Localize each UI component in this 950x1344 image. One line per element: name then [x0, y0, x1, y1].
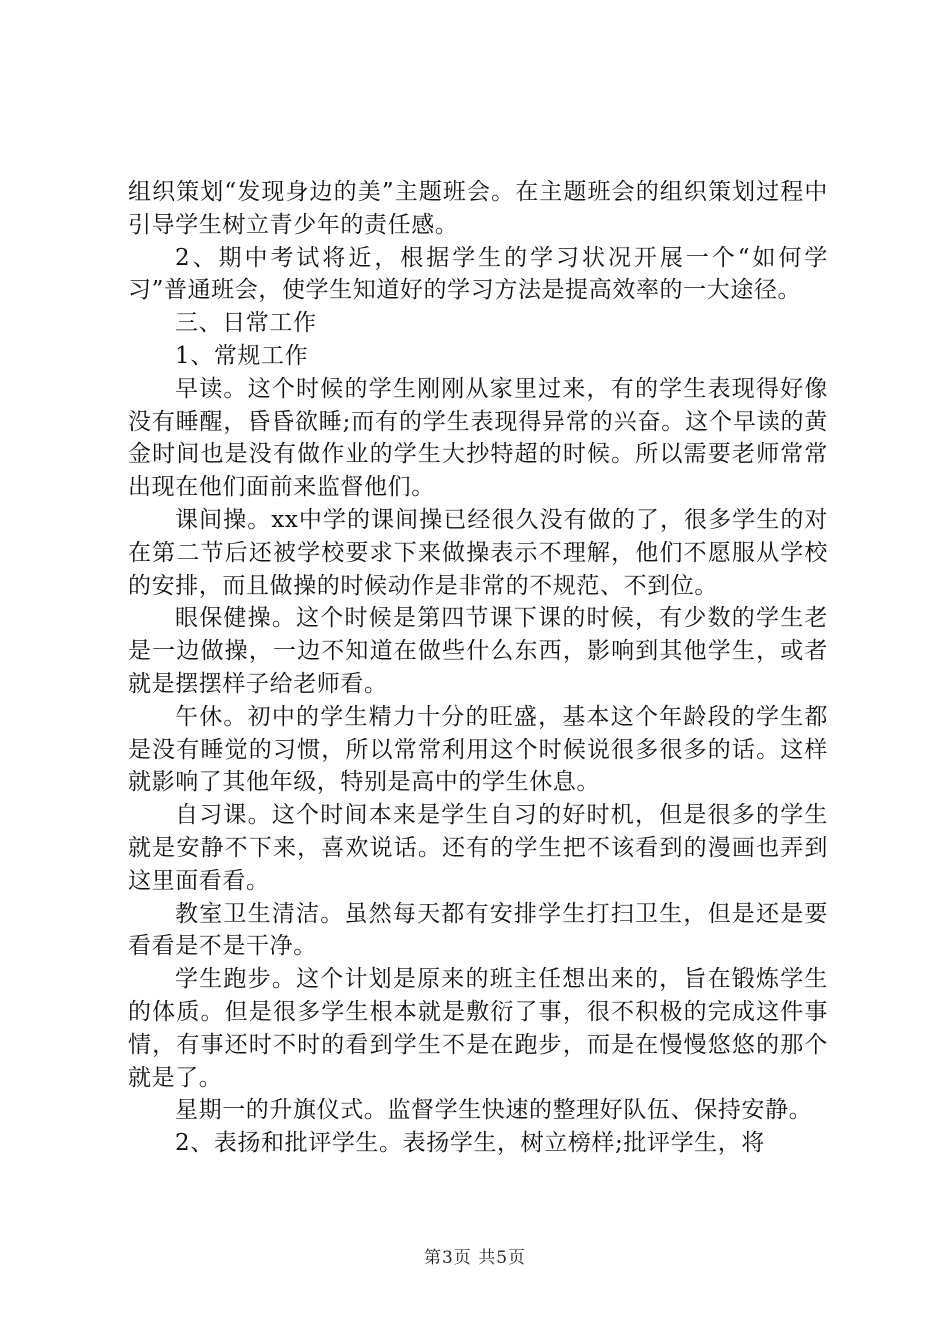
- paragraph-break-exercise: 课间操。xx中学的课间操已经很久没有做的了，很多学生的对在第二节后还被学校要求下来做操表示不理解，他们不愿服从学校的安排，而且做操的时候动作是非常的不规范、不到位。: [128, 506, 828, 599]
- paragraph-running: 学生跑步。这个计划是原来的班主任想出来的，旨在锻炼学生的体质。但是很多学生根本就是敷衍了事，很不积极的完成这件事情，有事还时不时的看到学生不是在跑步，而是在慢慢悠悠的那个就是了。: [128, 966, 828, 1091]
- paragraph-praise-criticism: 2、表扬和批评学生。表扬学生，树立榜样;批评学生，将: [175, 1130, 765, 1157]
- paragraph-morning-reading: 早读。这个时候的学生刚刚从家里过来，有的学生表现得好像没有睡醒，昏昏欲睡;而有的学生表现得异常的兴奋。这个早读的黄金时间也是没有做作业的学生大抄特超的时候。所以需要老师常常出现在他们面前来监督他们。: [128, 375, 828, 501]
- paragraph-eye-exercise: 眼保健操。这个时候是第四节课下课的时候，有少数的学生老是一边做操，一边不知道在做些什么东西，影响到其他学生，或者就是摆摆样子给老师看。: [128, 605, 828, 697]
- page-number-footer: 第3页 共5页: [423, 1248, 527, 1268]
- section-heading-daily-work: 三、日常工作: [175, 310, 317, 337]
- document-body: [128, 176, 828, 1160]
- paragraph-flag-ceremony: 星期一的升旗仪式。监督学生快速的整理好队伍、保持安静。: [175, 1097, 813, 1124]
- paragraph-midterm-meeting: 2、期中考试将近，根据学生的学习状况开展一个“如何学习”普通班会，使学生知道好的学习方法是提高效率的一大途径。: [128, 244, 828, 304]
- paragraph-classroom-cleaning: 教室卫生清洁。虽然每天都有安排学生打扫卫生，但是还是要看看是不是干净。: [128, 900, 828, 960]
- paragraph-noon-break: 午休。初中的学生精力十分的旺盛，基本这个年龄段的学生都是没有睡觉的习惯，所以常常利用这个时候说很多很多的话。这样就影响了其他年级，特别是高中的学生休息。: [128, 703, 828, 796]
- paragraph-theme-meeting: 组织策划“发现身边的美”主题班会。在主题班会的组织策划过程中引导学生树立青少年的责任感。: [128, 179, 828, 238]
- paragraph-self-study: 自习课。这个时间本来是学生自习的好时机，但是很多的学生就是安静不下来，喜欢说话。还有的学生把不该看到的漫画也弄到这里面看看。: [128, 802, 828, 894]
- subheading-routine-work: 1、常规工作: [175, 342, 309, 369]
